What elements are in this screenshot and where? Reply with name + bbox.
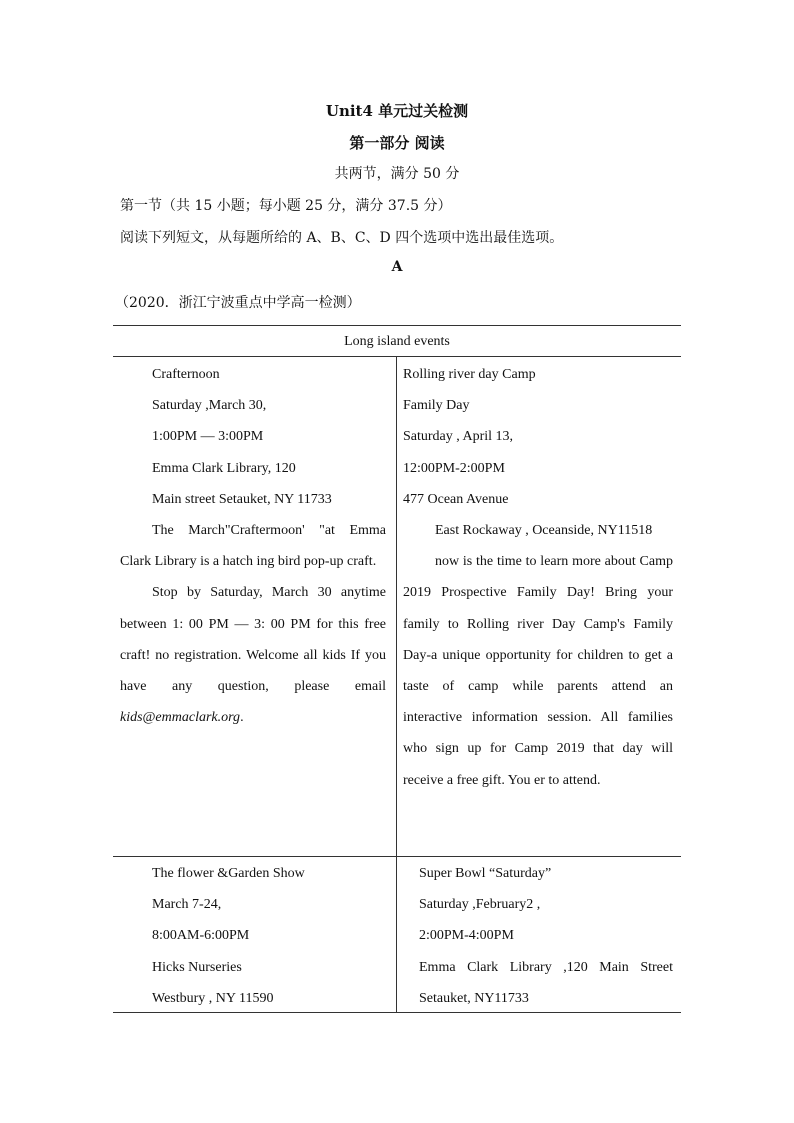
event-description: now is the time to learn more about Camp 2019 Prospective Family Day! Bring your family to Rolling river Day Camp's Family Day-a unique opportunity for children to get a taste of camp while parents attend an interactive information session. All families who sign up for Camp 2019 that day will receive a free gift. You er to attend. (403, 554, 673, 788)
event-name: The flower &Garden Show (152, 866, 305, 881)
section-heading: 第一节（共 15 小题；每小题 25 分，满分 37.5 分） (120, 198, 452, 214)
event-cell-super-bowl (419, 858, 673, 1014)
event-city: Westbury , NY 11590 (152, 990, 274, 1006)
event-cell-crafternoon (120, 359, 386, 733)
email-link[interactable]: kids@emmaclark.org (120, 710, 241, 726)
event-description: The March"Craftermoon' "at Emma Clark Library is a hatch ing bird pop-up craft. (120, 523, 386, 570)
event-time: 8:00AM-6:00PM (152, 928, 250, 944)
event-address: 477 Ocean Avenue (403, 491, 509, 507)
score-summary: 共两节，满分 50 分 (334, 166, 460, 182)
event-date: Saturday ,February2 , (419, 897, 541, 913)
column-divider (396, 357, 397, 1013)
event-cell-rolling-river (403, 359, 673, 796)
passage-letter: A (391, 259, 403, 275)
directions-text: 阅读下列短文，从每题所给的 A、B、C、D 四个选项中选出最佳选项。 (120, 230, 564, 246)
row-divider (113, 856, 681, 857)
table-heading: Long island events (113, 326, 681, 357)
event-time: 1:00PM — 3:00PM (152, 429, 264, 445)
event-name: Super Bowl “Saturday” (419, 866, 552, 881)
event-place: Emma Clark Library ,120 Main Street Setauket, NY11733 (419, 959, 673, 1006)
event-place: Emma Clark Library, 120 (152, 460, 296, 476)
event-cell-flower-garden (120, 858, 386, 1014)
email-period: . (240, 710, 244, 726)
page-title: Unit4 单元过关检测 (325, 102, 469, 120)
event-address: Main street Setauket, NY 11733 (152, 491, 332, 507)
event-date: Saturday , April 13, (403, 429, 514, 445)
event-name: Rolling river day Camp (403, 367, 536, 382)
event-time: 2:00PM-4:00PM (419, 928, 514, 944)
event-date: Saturday ,March 30, (152, 398, 267, 414)
part-heading: 第一部分 阅读 (349, 134, 445, 152)
event-time: 12:00PM-2:00PM (403, 460, 505, 476)
event-city: East Rockaway , Oceanside, NY11518 (435, 523, 653, 539)
event-place: Hicks Nurseries (152, 959, 242, 975)
event-subname: Family Day (403, 398, 470, 414)
event-details (120, 577, 386, 733)
event-date: March 7-24, (152, 897, 222, 913)
event-details-text: Stop by Saturday, March 30 anytime between 1: 00 PM — 3: 00 PM for this free craft! no registration. Welcome all kids If you have any question, please email (120, 585, 386, 695)
passage-source: （2020．浙江宁波重点中学高一检测） (115, 295, 361, 311)
event-name: Crafternoon (152, 367, 220, 382)
events-table (113, 325, 681, 1013)
